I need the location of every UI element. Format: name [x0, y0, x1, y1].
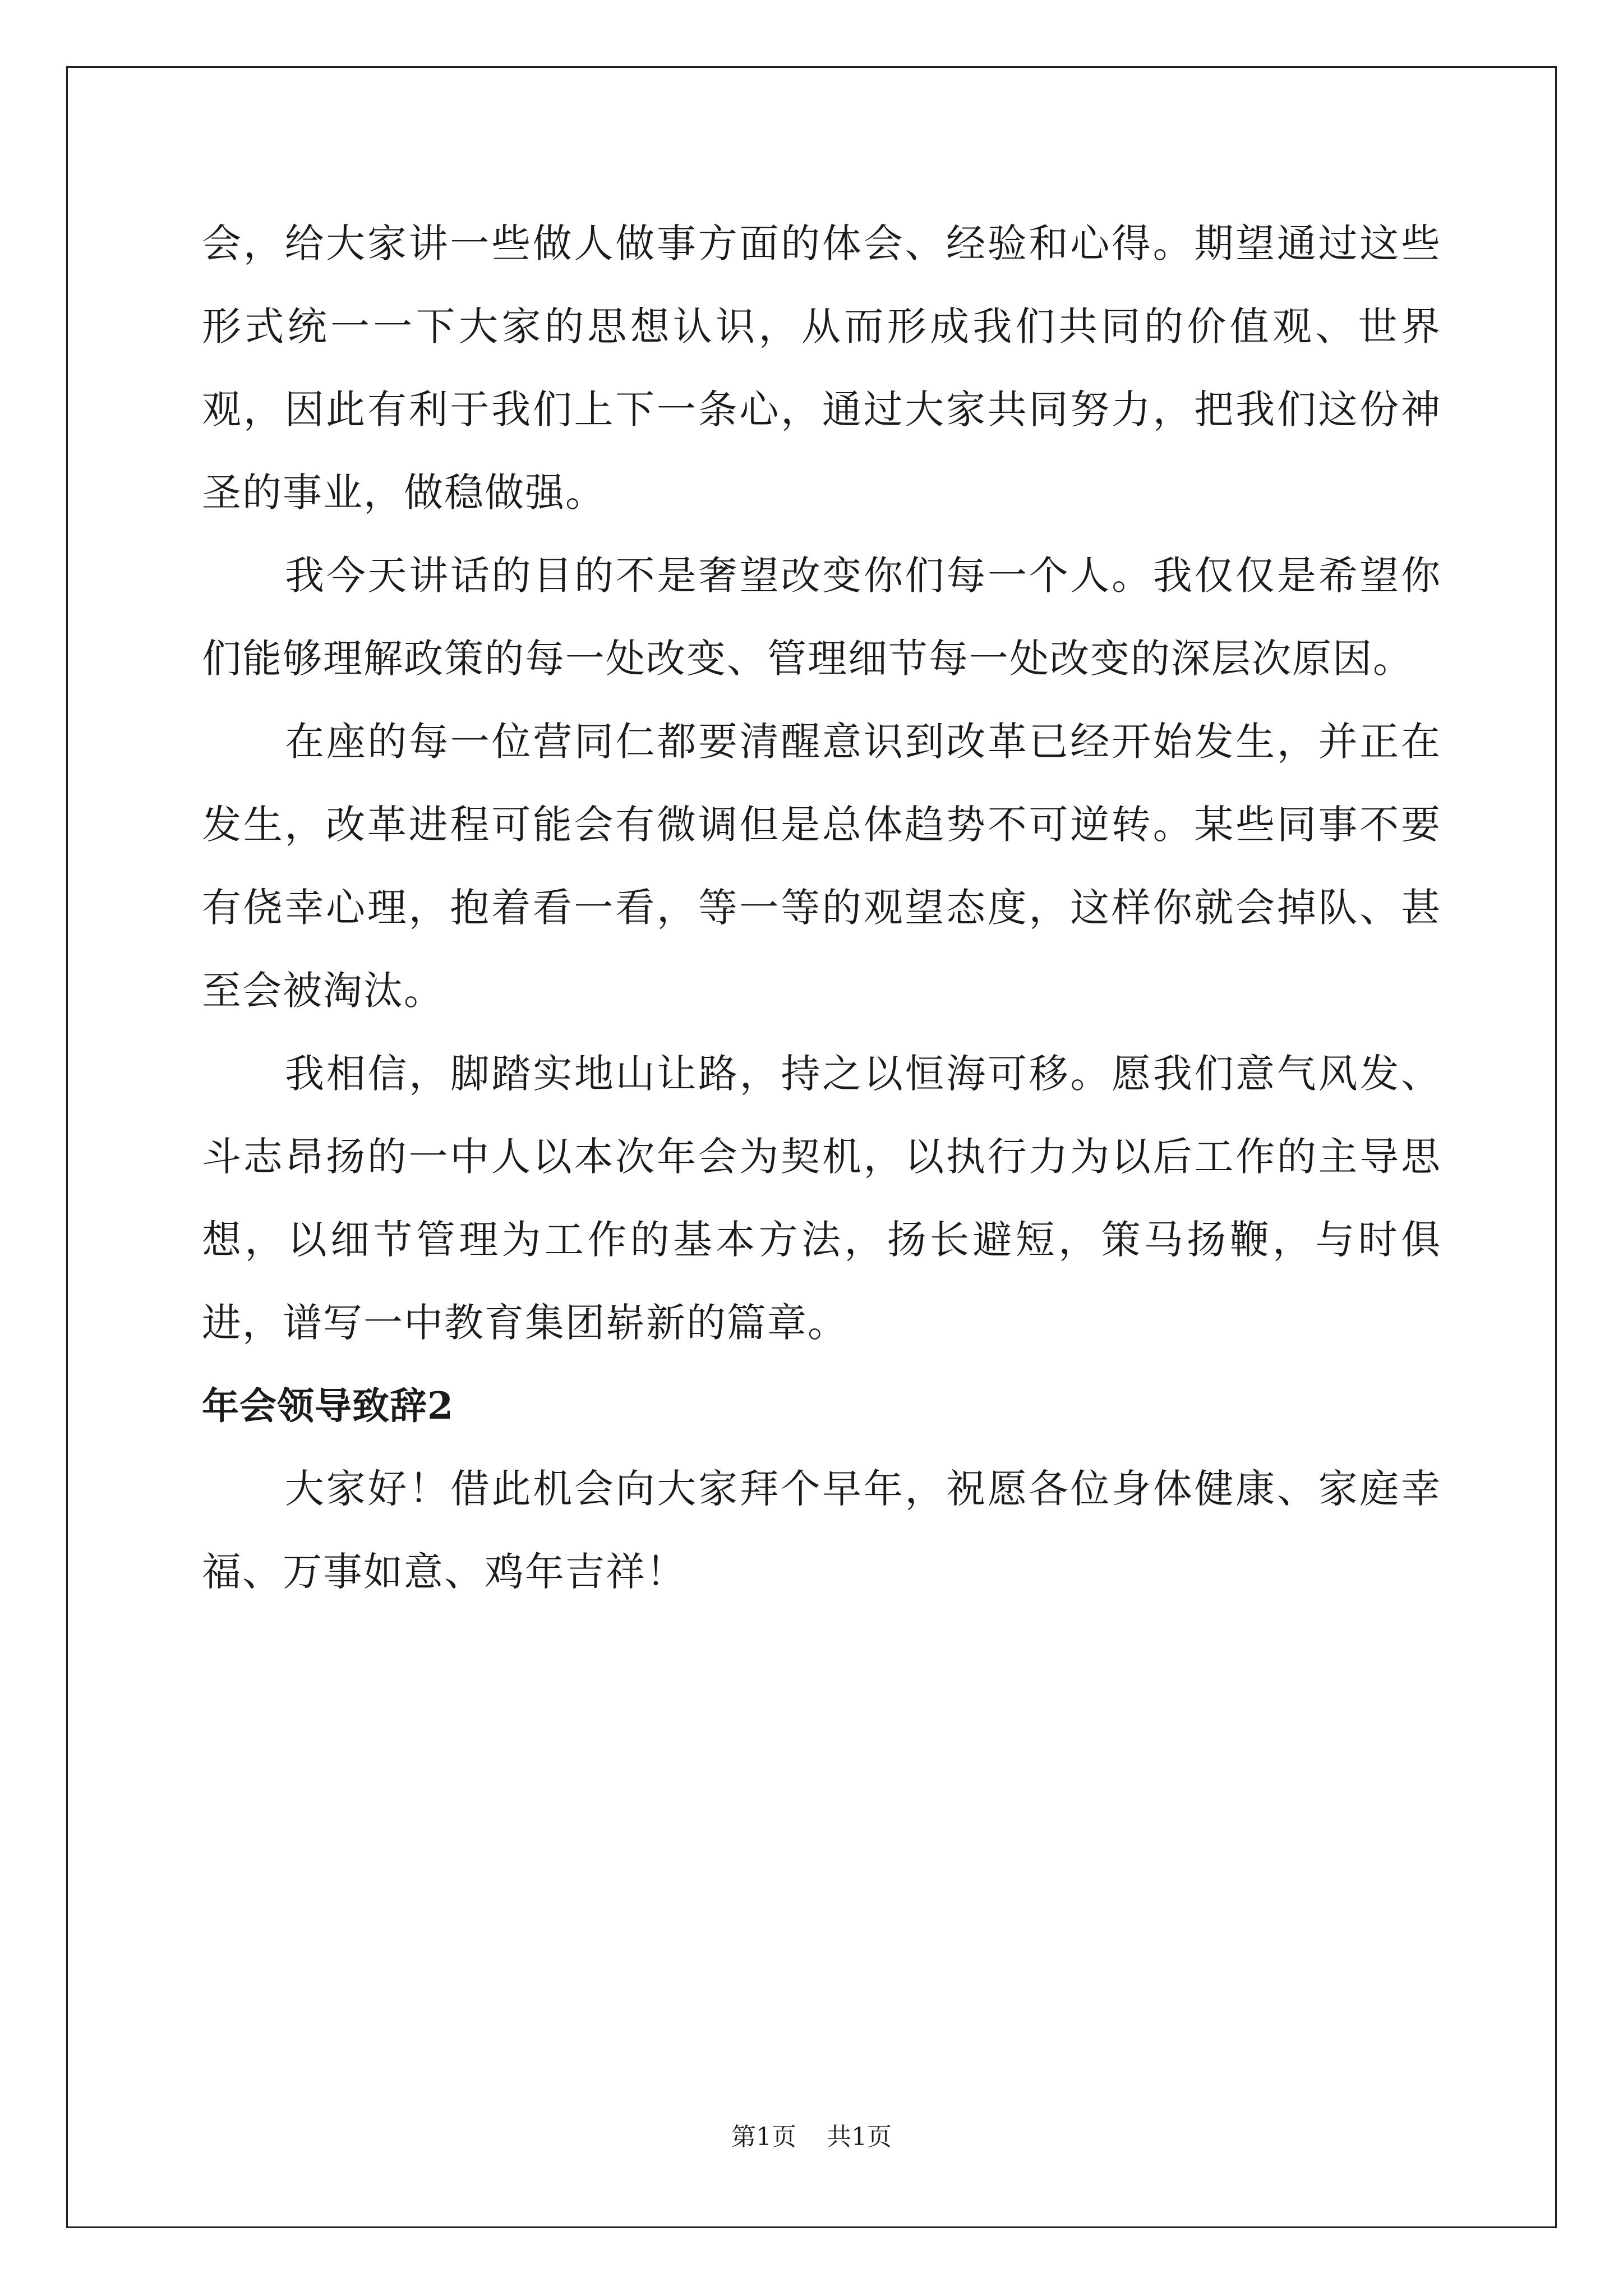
paragraph-3: 在座的每一位营同仁都要清醒意识到改革已经开始发生，并正在发生，改革进程可能会有微调但是总体趋势不可逆转。某些同事不要有侥幸心理，抱着看一看，等一等的观望态度，这样你就会掉队、甚至会被淘汰。 — [202, 719, 1441, 1014]
page-total: 共1页 — [827, 2123, 892, 2151]
section-heading: 年会领导致辞2 — [202, 1384, 454, 1428]
section-paragraph-1: 大家好！借此机会向大家拜个早年，祝愿各位身体健康、家庭幸福、万事如意、鸡年吉祥！ — [202, 1466, 1441, 1595]
paragraph-1: 会，给大家讲一些做人做事方面的体会、经验和心得。期望通过这些形式统一一下大家的思想认识，从而形成我们共同的价值观、世界观，因此有利于我们上下一条心，通过大家共同努力，把我们这份神圣的事业，做稳做强。 — [202, 220, 1441, 516]
paragraph-4: 我相信，脚踏实地山让路，持之以恒海可移。愿我们意气风发、斗志昂扬的一中人以本次年会为契机，以执行力为以后工作的主导思想，以细节管理为工作的基本方法，扬长避短，策马扬鞭，与时俱进，谱写一中教育集团崭新的篇章。 — [202, 1051, 1441, 1346]
page-footer — [0, 2120, 1623, 2154]
page-number: 第1页 — [731, 2123, 796, 2151]
paragraph-2: 我今天讲话的目的不是奢望改变你们每一个人。我仅仅是希望你们能够理解政策的每一处改变、管理细节每一处改变的深层次原因。 — [202, 553, 1441, 682]
document-body — [202, 202, 1441, 1613]
